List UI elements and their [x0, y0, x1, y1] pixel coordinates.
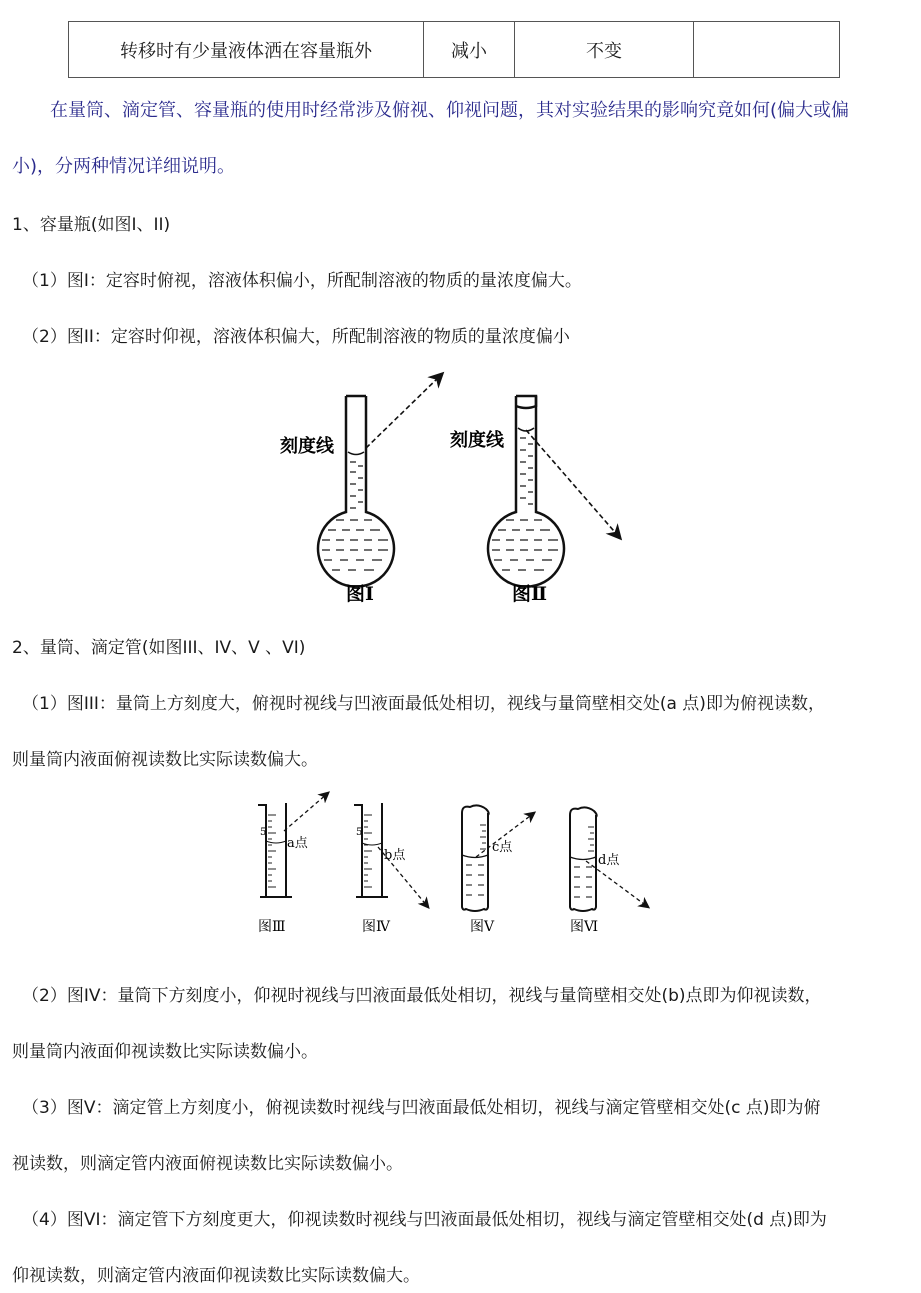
- cylinder-4-scale-mark: 5: [356, 827, 363, 838]
- section2-item-2-line-2: 则量筒内液面仰视读数比实际读数偏小。: [12, 1042, 318, 1062]
- table-row: [69, 22, 840, 78]
- point-c-label: c点: [492, 840, 513, 855]
- point-a-label: a点: [287, 836, 308, 851]
- flask-2-scale-label: 刻度线: [450, 430, 504, 451]
- figure-3-caption: 图Ⅲ: [258, 919, 286, 935]
- flask-1-caption: 图Ⅰ: [346, 583, 374, 605]
- section2-item-3-line-2: 视读数，则滴定管内液面俯视读数比实际读数偏小。: [12, 1154, 403, 1174]
- section2-item-4-line-1: （4）图VI：滴定管下方刻度更大，仰视读数时视线与凹液面最低处相切，视线与滴定管壁相交处(d 点)即为: [22, 1210, 827, 1230]
- cylinder-3-scale-mark: 5: [260, 827, 267, 838]
- comparison-table: [68, 21, 840, 78]
- cylinder-burette-figure: [250, 785, 660, 940]
- section2-item-2-line-1: （2）图IV：量筒下方刻度小，仰视时视线与凹液面最低处相切，视线与量筒壁相交处(b)点即为仰视读数，: [22, 986, 822, 1006]
- table-cell-effect-2: 不变: [515, 22, 694, 78]
- section1-item-1: （1）图I：定容时俯视，溶液体积偏小，所配制溶液的物质的量浓度偏大。: [22, 271, 582, 291]
- section2-item-3-line-1: （3）图V：滴定管上方刻度小，俯视读数时视线与凹液面最低处相切，视线与滴定管壁相交处(c 点)即为俯: [22, 1098, 821, 1118]
- flask-figure: [270, 360, 640, 610]
- point-b-label: b点: [384, 848, 406, 863]
- section2-item-4-line-2: 仰视读数，则滴定管内液面仰视读数比实际读数偏大。: [12, 1266, 420, 1286]
- table-cell-operation: 转移时有少量液体洒在容量瓶外: [69, 22, 424, 78]
- flask-2-caption: 图Ⅱ: [512, 583, 548, 605]
- section2-item-1-line-2: 则量筒内液面俯视读数比实际读数偏大。: [12, 750, 318, 770]
- section1-item-2: （2）图II：定容时仰视，溶液体积偏大，所配制溶液的物质的量浓度偏小: [22, 327, 570, 347]
- figure-6-caption: 图Ⅵ: [570, 919, 599, 935]
- intro-line-2: 小)，分两种情况详细说明。: [12, 156, 236, 177]
- table-cell-effect-3: [694, 22, 840, 78]
- point-d-label: d点: [598, 853, 620, 868]
- figure-4-caption: 图Ⅳ: [362, 919, 390, 935]
- figure-5-caption: 图Ⅴ: [470, 919, 495, 935]
- flask-1-diagram: [318, 374, 442, 587]
- burette-5-diagram: [462, 805, 534, 911]
- flask-2-diagram: [488, 396, 620, 587]
- table-cell-effect-1: 减小: [424, 22, 515, 78]
- section2-item-1-line-1: （1）图III：量筒上方刻度大，俯视时视线与凹液面最低处相切，视线与量筒壁相交处(a 点)即为俯视读数，: [22, 694, 825, 714]
- section1-heading: 1、容量瓶(如图I、II): [12, 215, 171, 235]
- section2-heading: 2、量筒、滴定管(如图III、IV、V 、VI): [12, 638, 306, 658]
- flask-1-scale-label: 刻度线: [280, 436, 334, 457]
- intro-line-1: 在量筒、滴定管、容量瓶的使用时经常涉及俯视、仰视问题，其对实验结果的影响究竟如何(偏大或偏: [50, 100, 850, 121]
